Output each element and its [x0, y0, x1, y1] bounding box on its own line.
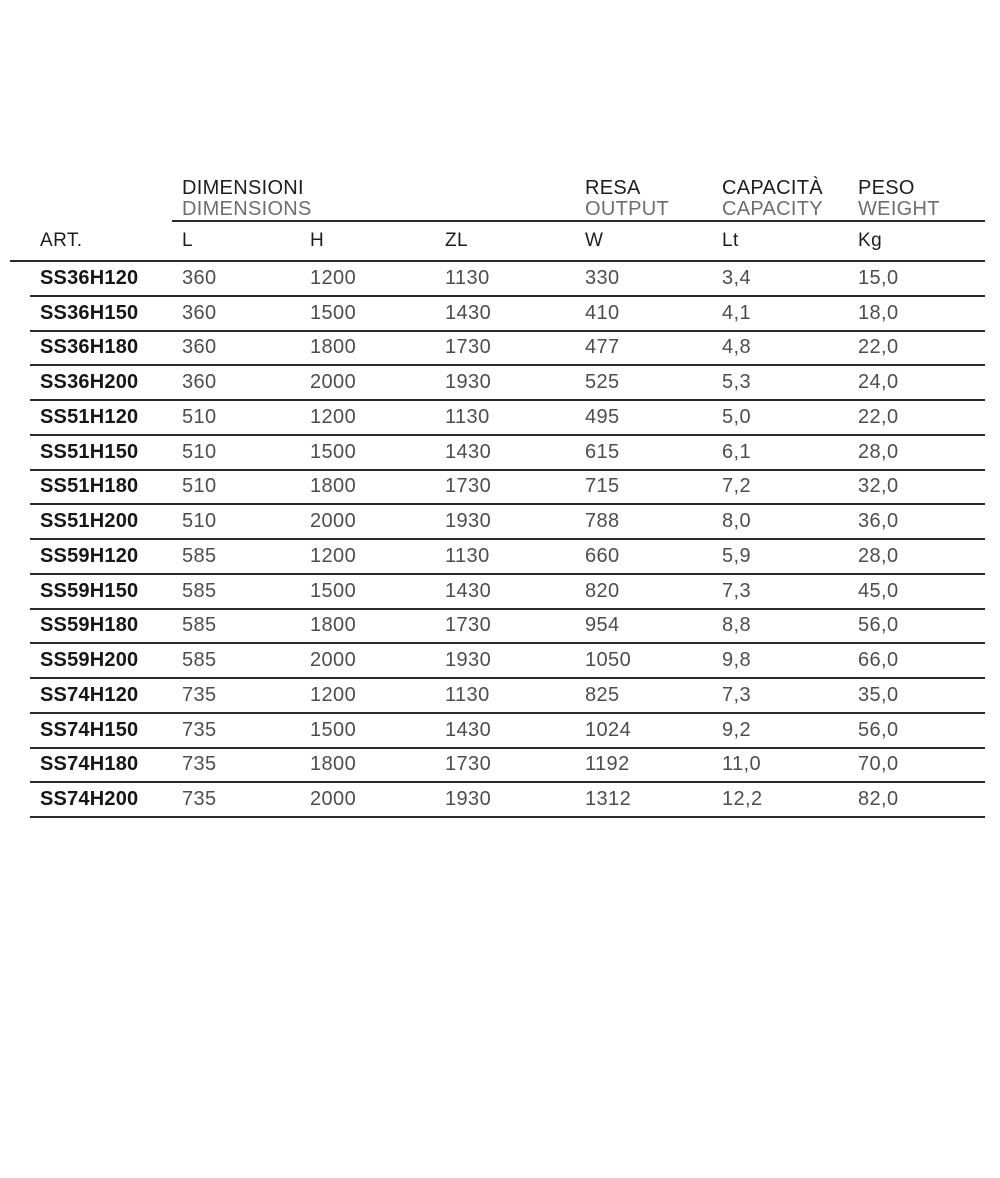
cell-w: 495 [575, 401, 712, 436]
cell-l: 735 [172, 783, 300, 818]
cell-w: 825 [575, 679, 712, 714]
cell-kg: 66,0 [848, 644, 985, 679]
cell-w: 1024 [575, 714, 712, 749]
cell-kg: 70,0 [848, 749, 985, 784]
cell-h: 1800 [300, 749, 435, 784]
cell-l: 360 [172, 297, 300, 332]
column-header-kg: Kg [848, 222, 985, 262]
cell-l: 510 [172, 471, 300, 506]
cell-kg: 45,0 [848, 575, 985, 610]
cell-h: 1200 [300, 679, 435, 714]
cell-lt: 5,0 [712, 401, 848, 436]
cell-art: SS36H120 [30, 262, 172, 297]
cell-l: 585 [172, 540, 300, 575]
cell-lt: 8,0 [712, 505, 848, 540]
cell-l: 510 [172, 401, 300, 436]
column-header-w: W [575, 222, 712, 262]
cell-kg: 32,0 [848, 471, 985, 506]
cell-art: SS36H180 [30, 332, 172, 367]
cell-zl: 1930 [435, 505, 575, 540]
table-row [30, 714, 985, 749]
group-weight [848, 178, 985, 222]
cell-w: 477 [575, 332, 712, 367]
table-row [30, 332, 985, 367]
group-capacity-title-en: CAPACITY [722, 198, 823, 220]
cell-w: 1312 [575, 783, 712, 818]
table-row [30, 679, 985, 714]
cell-l: 735 [172, 714, 300, 749]
cell-lt: 5,3 [712, 366, 848, 401]
cell-zl: 1930 [435, 783, 575, 818]
cell-zl: 1730 [435, 332, 575, 367]
cell-h: 1500 [300, 436, 435, 471]
table-row [30, 749, 985, 784]
cell-art: SS51H150 [30, 436, 172, 471]
cell-zl: 1730 [435, 749, 575, 784]
group-dimensions [172, 178, 575, 222]
cell-zl: 1430 [435, 436, 575, 471]
cell-zl: 1930 [435, 366, 575, 401]
cell-kg: 18,0 [848, 297, 985, 332]
cell-lt: 7,3 [712, 679, 848, 714]
table-row [30, 575, 985, 610]
header-rule-extension [10, 260, 30, 262]
cell-l: 585 [172, 575, 300, 610]
cell-zl: 1730 [435, 471, 575, 506]
cell-w: 410 [575, 297, 712, 332]
table-row [30, 401, 985, 436]
cell-lt: 4,1 [712, 297, 848, 332]
cell-w: 715 [575, 471, 712, 506]
cell-lt: 3,4 [712, 262, 848, 297]
table-row [30, 471, 985, 506]
spec-table [30, 178, 985, 818]
column-header-h: H [300, 222, 435, 262]
cell-zl: 1430 [435, 575, 575, 610]
cell-art: SS59H120 [30, 540, 172, 575]
group-output [575, 178, 712, 222]
cell-zl: 1130 [435, 540, 575, 575]
cell-lt: 8,8 [712, 610, 848, 645]
column-header-zl: ZL [435, 222, 575, 262]
cell-kg: 56,0 [848, 610, 985, 645]
cell-art: SS74H180 [30, 749, 172, 784]
cell-h: 1800 [300, 332, 435, 367]
cell-l: 360 [172, 332, 300, 367]
group-dimensions-title-it: DIMENSIONI [182, 177, 304, 199]
column-header-lt: Lt [712, 222, 848, 262]
group-weight-title-it: PESO [858, 177, 915, 199]
cell-lt: 11,0 [712, 749, 848, 784]
cell-h: 1500 [300, 714, 435, 749]
cell-kg: 82,0 [848, 783, 985, 818]
cell-art: SS51H180 [30, 471, 172, 506]
group-output-title-en: OUTPUT [585, 198, 670, 220]
cell-art: SS74H200 [30, 783, 172, 818]
cell-lt: 12,2 [712, 783, 848, 818]
cell-h: 1200 [300, 262, 435, 297]
cell-zl: 1130 [435, 679, 575, 714]
cell-kg: 22,0 [848, 332, 985, 367]
cell-lt: 7,2 [712, 471, 848, 506]
cell-l: 735 [172, 749, 300, 784]
cell-l: 360 [172, 262, 300, 297]
cell-art: SS36H150 [30, 297, 172, 332]
table-row [30, 262, 985, 297]
cell-zl: 1130 [435, 401, 575, 436]
cell-zl: 1130 [435, 262, 575, 297]
cell-kg: 22,0 [848, 401, 985, 436]
cell-w: 1050 [575, 644, 712, 679]
cell-art: SS36H200 [30, 366, 172, 401]
cell-w: 954 [575, 610, 712, 645]
cell-l: 585 [172, 644, 300, 679]
cell-h: 2000 [300, 644, 435, 679]
cell-l: 510 [172, 505, 300, 540]
cell-kg: 56,0 [848, 714, 985, 749]
column-header-row [30, 222, 985, 262]
cell-h: 1800 [300, 610, 435, 645]
cell-art: SS74H120 [30, 679, 172, 714]
table-row [30, 540, 985, 575]
column-header-art: ART. [30, 222, 172, 262]
column-group-row [30, 178, 985, 222]
cell-w: 525 [575, 366, 712, 401]
cell-art: SS74H150 [30, 714, 172, 749]
cell-l: 360 [172, 366, 300, 401]
cell-lt: 5,9 [712, 540, 848, 575]
empty-group-cell [30, 178, 172, 222]
cell-zl: 1930 [435, 644, 575, 679]
group-weight-title-en: WEIGHT [858, 198, 940, 220]
cell-w: 660 [575, 540, 712, 575]
table-row [30, 783, 985, 818]
cell-kg: 24,0 [848, 366, 985, 401]
cell-l: 510 [172, 436, 300, 471]
table-row [30, 297, 985, 332]
cell-art: SS59H200 [30, 644, 172, 679]
cell-lt: 4,8 [712, 332, 848, 367]
cell-zl: 1430 [435, 297, 575, 332]
cell-w: 820 [575, 575, 712, 610]
group-dimensions-title-en: DIMENSIONS [182, 198, 312, 220]
cell-l: 735 [172, 679, 300, 714]
cell-art: SS51H120 [30, 401, 172, 436]
cell-zl: 1730 [435, 610, 575, 645]
cell-w: 788 [575, 505, 712, 540]
cell-kg: 28,0 [848, 436, 985, 471]
table-body [30, 262, 985, 818]
group-output-title-it: RESA [585, 177, 641, 199]
group-capacity-title-it: CAPACITÀ [722, 177, 823, 199]
cell-h: 2000 [300, 366, 435, 401]
cell-w: 1192 [575, 749, 712, 784]
cell-art: SS51H200 [30, 505, 172, 540]
column-header-l: L [172, 222, 300, 262]
cell-kg: 35,0 [848, 679, 985, 714]
cell-kg: 36,0 [848, 505, 985, 540]
table-row [30, 644, 985, 679]
cell-lt: 9,2 [712, 714, 848, 749]
cell-h: 2000 [300, 783, 435, 818]
cell-h: 1200 [300, 540, 435, 575]
table-row [30, 366, 985, 401]
cell-lt: 7,3 [712, 575, 848, 610]
cell-art: SS59H150 [30, 575, 172, 610]
cell-h: 1500 [300, 575, 435, 610]
cell-lt: 6,1 [712, 436, 848, 471]
cell-w: 330 [575, 262, 712, 297]
cell-h: 1200 [300, 401, 435, 436]
cell-zl: 1430 [435, 714, 575, 749]
cell-h: 1800 [300, 471, 435, 506]
table-header [30, 178, 985, 262]
group-capacity [712, 178, 848, 222]
cell-h: 2000 [300, 505, 435, 540]
cell-lt: 9,8 [712, 644, 848, 679]
cell-l: 585 [172, 610, 300, 645]
cell-kg: 28,0 [848, 540, 985, 575]
spec-table-container [30, 178, 985, 818]
cell-h: 1500 [300, 297, 435, 332]
cell-kg: 15,0 [848, 262, 985, 297]
table-row [30, 610, 985, 645]
cell-art: SS59H180 [30, 610, 172, 645]
cell-w: 615 [575, 436, 712, 471]
table-row [30, 505, 985, 540]
table-row [30, 436, 985, 471]
